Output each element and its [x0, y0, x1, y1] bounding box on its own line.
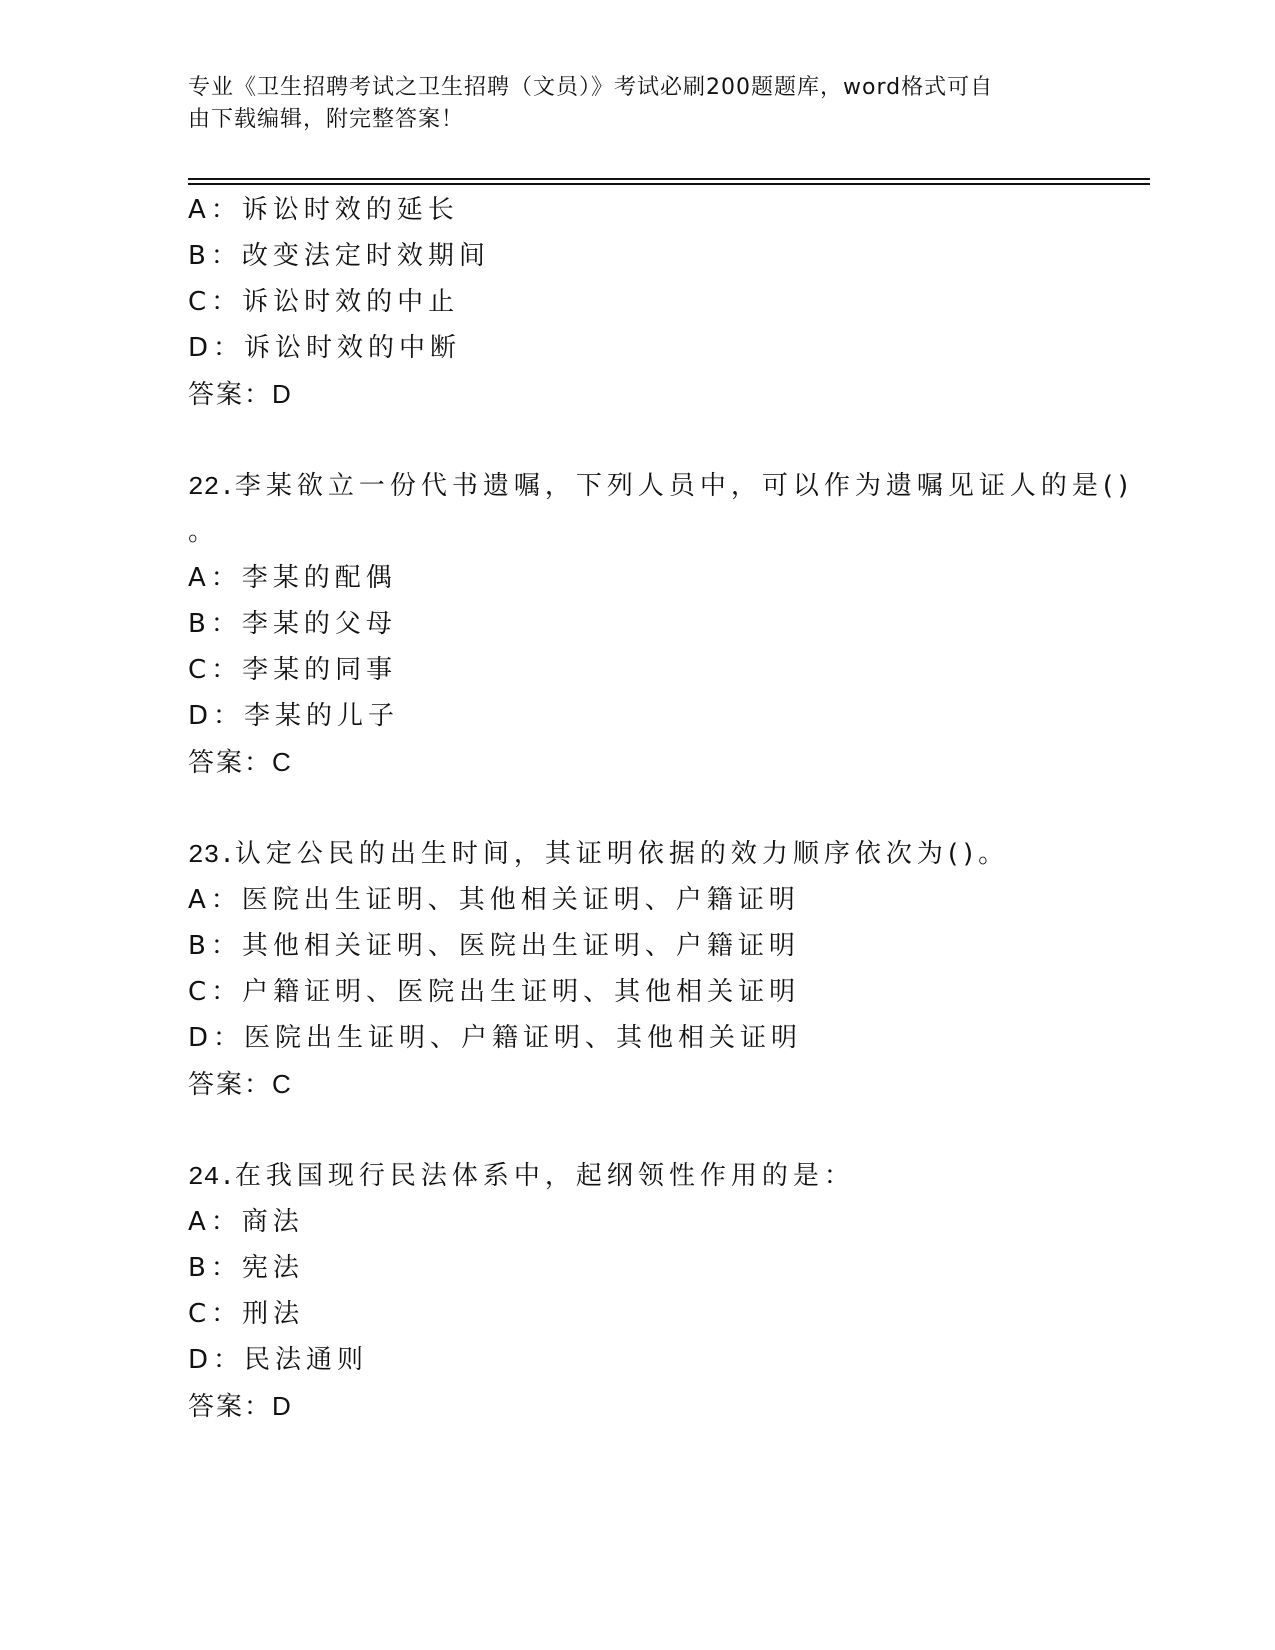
question-stem-continued: 。	[188, 517, 220, 547]
option-a: A：医院出生证明、其他相关证明、户籍证明	[188, 885, 800, 915]
question-stem-text: 在我国现行民法体系中，起纲领性作用的是：	[234, 1161, 855, 1191]
document-header	[188, 72, 1068, 136]
option-d: D：民法通则	[188, 1345, 369, 1375]
question-stem-text: 认定公民的出生时间，其证明依据的效力顺序依次为()。	[234, 839, 1010, 869]
option-b: B：改变法定时效期间	[188, 241, 490, 271]
option-b: B：宪法	[188, 1253, 304, 1283]
question-24	[188, 1153, 1088, 1429]
header-rule-bottom	[188, 183, 1150, 185]
question-22	[188, 463, 1134, 785]
option-b: B：李某的父母	[188, 609, 397, 639]
answer-line: 答案：D	[188, 379, 293, 409]
option-c: C：户籍证明、医院出生证明、其他相关证明	[188, 977, 801, 1007]
question-23	[188, 831, 1088, 1107]
header-line-2: 由下载编辑，附完整答案！	[188, 107, 465, 132]
option-a: A：诉讼时效的延长	[188, 195, 459, 225]
question-stem-text: 李某欲立一份代书遗嘱，下列人员中，可以作为遗嘱见证人的是()	[234, 471, 1134, 501]
answer-line: 答案：C	[188, 747, 293, 777]
question-number: 24.	[188, 1162, 235, 1192]
answer-line: 答案：C	[188, 1069, 293, 1099]
option-d: D：医院出生证明、户籍证明、其他相关证明	[188, 1023, 803, 1053]
question-stem	[188, 831, 1088, 877]
option-d: D：诉讼时效的中断	[188, 333, 462, 363]
question-number: 22.	[188, 472, 235, 502]
question-stem	[188, 1153, 1088, 1199]
header-rule-top	[188, 178, 1150, 180]
question-21-continued	[188, 187, 1088, 417]
option-a: A：商法	[188, 1207, 304, 1237]
option-a: A：李某的配偶	[188, 563, 397, 593]
question-stem	[188, 463, 1134, 509]
option-c: C：李某的同事	[188, 655, 398, 685]
answer-line: 答案：D	[188, 1391, 293, 1421]
header-line-1: 专业《卫生招聘考试之卫生招聘（文员）》考试必刷200题题库，word格式可自	[188, 75, 994, 100]
question-number: 23.	[188, 840, 235, 870]
question-list	[188, 187, 1134, 1429]
option-d: D：李某的儿子	[188, 701, 400, 731]
option-c: C：刑法	[188, 1299, 305, 1329]
option-c: C：诉讼时效的中止	[188, 287, 460, 317]
option-b: B：其他相关证明、医院出生证明、户籍证明	[188, 931, 800, 961]
